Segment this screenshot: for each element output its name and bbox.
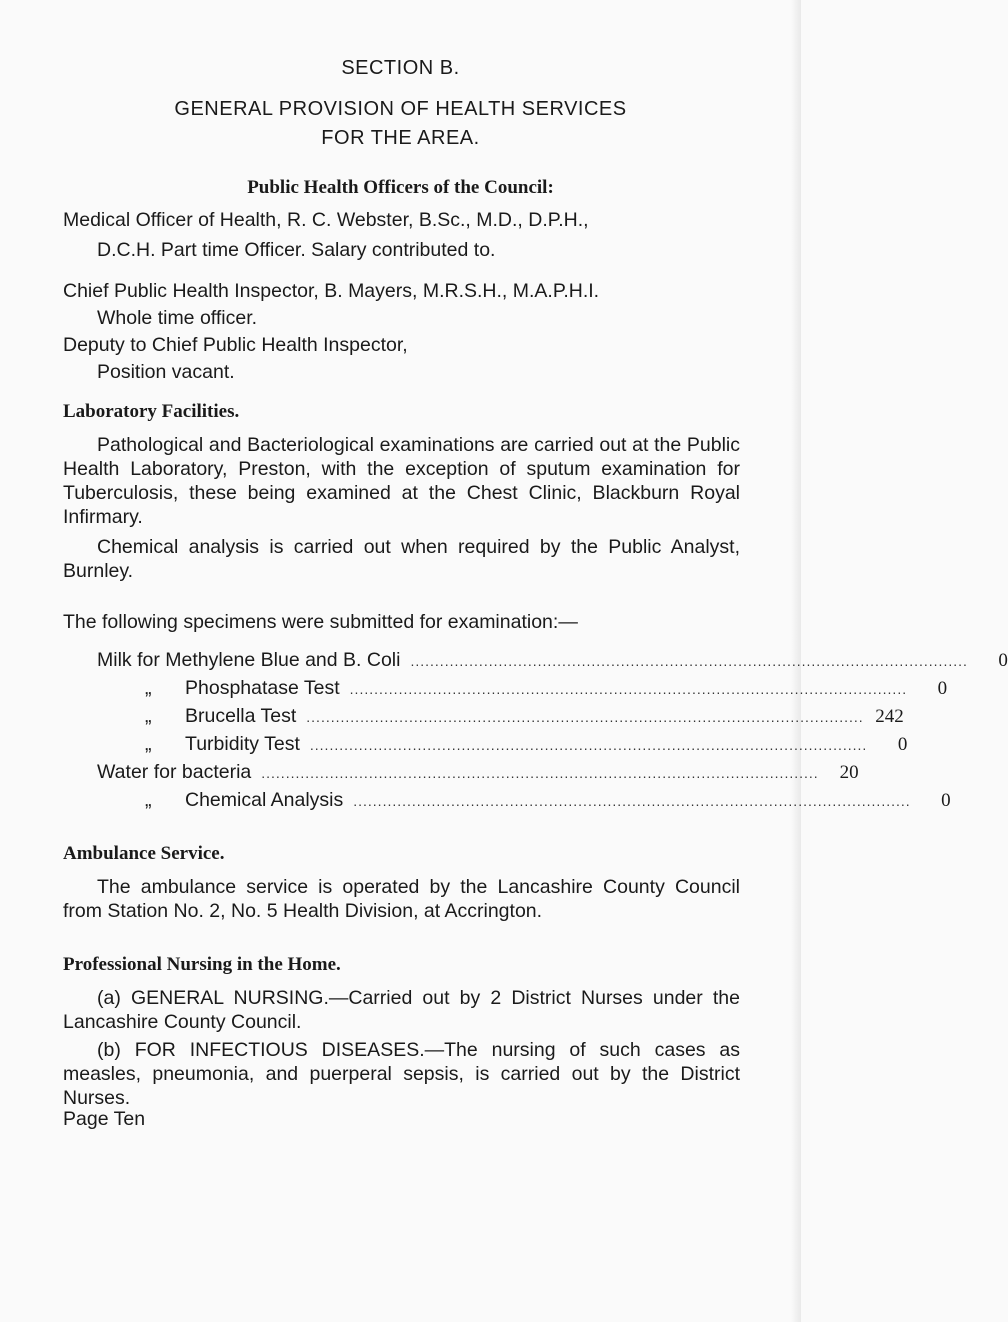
specimen-label: Milk for Methylene Blue and B. Coli [97,649,401,671]
specimen-row [97,648,1008,672]
leader-dots: .................................................................................................................. [306,709,864,725]
ambulance-paragraph: The ambulance service is operated by the Lancashire County Council from Station No. 2, No. 5 Health Division, at Accrington. [63,876,740,922]
nursing-heading: Professional Nursing in the Home. [63,954,341,975]
leader-dots: .................................................................................................................. [353,793,911,809]
specimen-label: Brucella Test [185,705,297,727]
specimen-count: 0 [998,650,1008,671]
moh-line-1: Medical Officer of Health, R. C. Webster, B.Sc., M.D., D.P.H., [63,209,589,231]
specimen-row [97,676,948,700]
specimen-count: 0 [897,734,908,755]
deputy-line-2: Position vacant. [97,361,235,383]
specimen-row [97,732,908,756]
leader-dots: .................................................................................................................. [410,653,968,669]
main-title-line-1: GENERAL PROVISION OF HEALTH SERVICES [174,98,627,120]
laboratory-paragraph-2: Chemical analysis is carried out when required by the Public Analyst, Burnley. [63,536,740,582]
cphi-line-1: Chief Public Health Inspector, B. Mayers, M.R.S.H., M.A.P.H.I. [63,280,600,302]
specimen-row [97,760,859,784]
specimen-count: 242 [875,706,904,727]
specimen-row [97,788,951,812]
deputy-line-1: Deputy to Chief Public Health Inspector, [63,334,408,356]
ditto-mark: „ [145,733,152,755]
specimen-label: Phosphatase Test [185,677,340,699]
officers-heading: Public Health Officers of the Council: [247,177,554,198]
specimen-count: 20 [839,762,859,783]
specimens-intro: The following specimens were submitted for examination:— [63,611,578,633]
specimen-row [97,704,904,728]
specimen-label: Chemical Analysis [185,789,344,811]
ditto-mark: „ [145,705,152,727]
laboratory-heading: Laboratory Facilities. [63,401,240,422]
section-title: SECTION B. [341,57,460,79]
ditto-mark: „ [145,789,152,811]
leader-dots: .................................................................................................................. [309,737,868,753]
laboratory-paragraph-1: Pathological and Bacteriological examinations are carried out at the Public Health Laboratory, Preston, with the exception of sputum examination for Tuberculosis, these being examined at the Chest Clinic, Blackburn Royal Infirmary. [63,434,740,528]
specimen-count: 0 [941,790,951,811]
nursing-paragraph-a: (a) GENERAL NURSING.—Carried out by 2 District Nurses under the Lancashire County Council. [63,987,740,1033]
main-title-line-2: FOR THE AREA. [321,127,480,149]
specimen-count: 0 [937,678,948,699]
specimen-label: Turbidity Test [185,733,300,755]
specimen-label: Water for bacteria [97,761,252,783]
ditto-mark: „ [145,677,152,699]
leader-dots: .................................................................................................................. [261,765,819,781]
ambulance-heading: Ambulance Service. [63,843,225,864]
moh-line-2: D.C.H. Part time Officer. Salary contributed to. [97,239,496,261]
cphi-line-2: Whole time officer. [97,307,258,329]
leader-dots: .................................................................................................................. [349,681,908,697]
nursing-paragraph-b: (b) FOR INFECTIOUS DISEASES.—The nursing of such cases as measles, pneumonia, and puerperal sepsis, is carried out by the District Nurses. [63,1039,740,1109]
page-footer: Page Ten [63,1108,146,1130]
